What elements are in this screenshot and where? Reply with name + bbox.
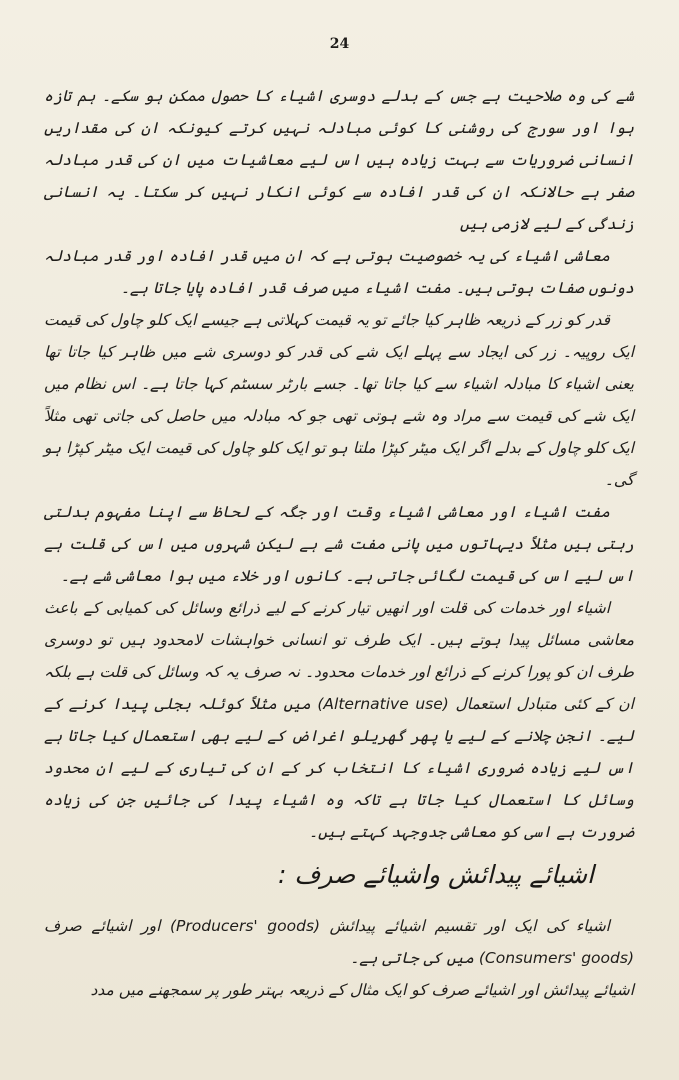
paragraph-1: شے کی وہ صلاحیت ہے جس کے بدلے دوسری اشیاء کا حصول ممکن ہو سکے۔ ہم تازہ ہوا اور سورج کی روشنی کا کوئی مبادلہ نہیں کرتے کیونکہ ان کی مقداریں انسانی ضروریات سے بہت زیادہ ہیں اس لیے معاشیات میں ان کی قدر مبادلہ صفر ہے حالانکہ ان کی قدر افادہ سے کوئی انکار نہیں کر سکتا۔ یہ انسانی زندگی کے لیے لازمی ہیں	[44, 87, 634, 233]
paragraph-4: مفت اشیاء اور معاشی اشیاء وقت اور جگہ کے لحاظ سے اپنا مفہوم بدلتی رہتی ہیں مثلاً دیہاتوں میں پانی مفت شے ہے لیکن شہروں میں اس کی قلت ہے اس لیے اس کی قیمت لگائی جاتی ہے۔ کانوں اور خلاء میں ہوا معاشی شے ہے۔	[44, 503, 634, 585]
body-text-bottom	[44, 910, 634, 1006]
paragraph-7: اشیائے پیدائش اور اشیائے صرف کو ایک مثال کے ذریعہ بہتر طور پر سمجھنے میں مدد	[90, 981, 634, 999]
paragraph-2: معاشی اشیاء کی یہ خصوصیت ہوتی ہے کہ ان میں قدر افادہ اور قدر مبادلہ دونوں صفات ہوتی ہیں۔ مفت اشیاء میں صرف قدر افادہ پایا جاتا ہے۔	[44, 247, 634, 297]
paragraph-6: اشیاء کی ایک اور تقسیم اشیائے پیدائش (Producers' goods) اور اشیائے صرف (Consumers' goods) میں کی جاتی ہے۔	[44, 917, 634, 967]
section-heading: اشیائے پیدائش واشیائے صرف :	[278, 860, 594, 889]
page-number: 24	[329, 36, 350, 52]
paragraph-5: اشیاء اور خدمات کی قلت اور انھیں تیار کرنے کے لیے ذرائع وسائل کی کمیابی کے باعث معاشی مسائل پیدا ہوتے ہیں۔ ایک طرف تو انسانی خواہشات لامحدود ہیں تو دوسری طرف ان کو پورا کرنے کے ذرائع اور خدمات محدود۔ نہ صرف یہ کہ وسائل کی قلت ہے بلکہ ان کے کئی متبادل استعمال (Alternative use) میں مثلاً کوئلہ بجلی پیدا کرنے کے لیے۔ انجن چلانے کے لیے یا پھر گھریلو اغراض کے لیے بھی استعمال کیا جاتا ہے اس لیے زیادہ ضروری اشیاء کا انتخاب کر کے ان کی تیاری کے لیے ان محدود وسائل کا استعمال کیا جاتا ہے تاکہ وہ اشیاء پیدا کی جائیں جن کی زیادہ ضرورت ہے اسی کو معاشی جدوجہد کہتے ہیں۔	[44, 599, 634, 841]
body-text-top	[44, 80, 634, 848]
paragraph-3: قدر کو زر کے ذریعہ ظاہر کیا جائے تو یہ قیمت کہلاتی ہے جیسے ایک کلو چاول کی قیمت ایک روپیہ۔ زر کی ایجاد سے پہلے ایک شے کی قدر کو دوسری شے میں ظاہر کیا جاتا تھا یعنی اشیاء کا مبادلہ اشیاء سے کیا جاتا تھا۔ جسے بارٹر سسٹم کہا جاتا ہے۔ اس نظام میں ایک شے کی قیمت سے مراد وہ شے ہوتی تھی جو کہ مبادلہ میں حاصل کی جاتی تھی مثلاً ایک کلو چاول کے بدلے اگر ایک میٹر کپڑا ملتا ہو تو ایک کلو چاول کی قیمت ایک میٹر کپڑا ہو گی۔	[44, 311, 634, 489]
